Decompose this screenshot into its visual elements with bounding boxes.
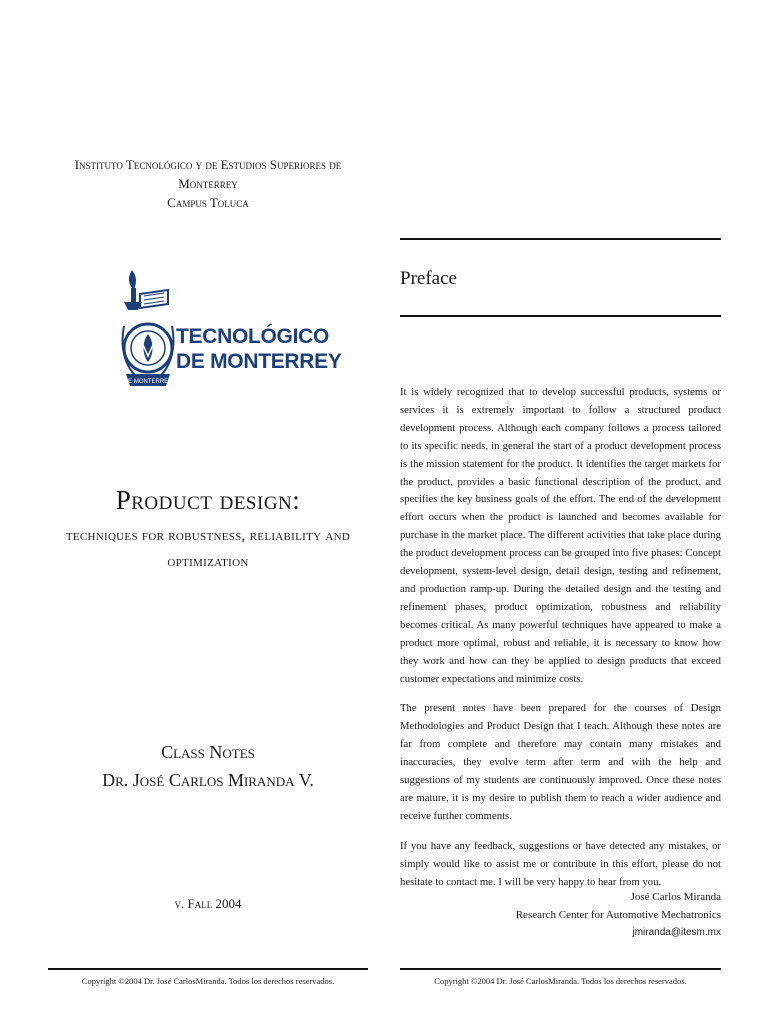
logo-line2: DE MONTERREY xyxy=(176,350,342,373)
preface-paragraph: If you have any feedback, suggestions or have detected any mistakes, or simply would like to assist me or contribute in this effort, please do not hesitate to contact me. I will be very happy to hear from you. xyxy=(400,839,721,888)
signature-affiliation: Research Center for Automotive Mechatronics xyxy=(515,909,721,921)
preface-page xyxy=(384,0,768,1024)
campus-name: Campus Toluca xyxy=(167,195,249,210)
preface-heading: Preface xyxy=(400,268,457,289)
preface-paragraph: It is widely recognized that to develop successful products, systems or services it is extremely important to follow a structured product development process. Although each company follows a process tailored to its specific needs, in general the start of a product development process is the mission statement for the product. It identifies the target markets for the product, provides a basic functional description of the product, and specifies the key business goals of the effort. The end of the development effort occurs when the product is launched and becomes available for purchase in the market place. The different activities that take place during the product development process can be grouped into five phases: Concept development, system-level design, detail design, testing and refinement, and production ramp-up. During the detailed design and the testing and refinement phases, product optimization, robustness and reliability becomes critical. As many powerful techniques have appeared to make a product more optimal, robust and reliable, it is necessary to know how they work and how can they be applied to design products that exceed customer expectations and minimize costs. xyxy=(400,386,721,685)
subtitle-line2: optimization xyxy=(167,554,249,570)
document-title-block xyxy=(48,483,368,575)
version-label: v. Fall 2004 xyxy=(174,896,242,911)
logo-wordmark xyxy=(176,324,342,374)
class-notes-label: Class Notes xyxy=(161,742,255,762)
footer-rule xyxy=(400,968,721,970)
institution-name: Instituto Tecnológico y de Estudios Superiores de Monterrey xyxy=(74,157,342,191)
logo-line1: TECNOLÓGICO xyxy=(176,325,330,348)
tec-logo xyxy=(118,266,342,396)
preface-body xyxy=(400,384,721,903)
copyright-notice: Copyright ©2004 Dr. José CarlosMiranda. Todos los derechos reservados. xyxy=(434,976,687,986)
footer-rule xyxy=(48,968,368,970)
subtitle-line1: techniques for robustness, reliability and xyxy=(65,528,351,544)
class-notes-block xyxy=(48,738,368,794)
document-title: Product design: xyxy=(115,485,301,515)
copyright-notice: Copyright ©2004 Dr. José CarlosMiranda. Todos los derechos reservados. xyxy=(81,976,335,986)
heading-rule-bottom xyxy=(400,315,721,317)
heading-rule-top xyxy=(400,238,721,240)
document-subtitle xyxy=(48,523,368,575)
tec-seal-icon xyxy=(118,266,178,396)
signature-block xyxy=(400,888,721,942)
signature-name: José Carlos Miranda xyxy=(630,891,721,903)
preface-paragraph: The present notes have been prepared for the courses of Design Methodologies and Product Design that I teach. Although these notes are far from complete and therefore may contain many mistakes and inaccuracies, they evolve term after term and with the help and suggestions of my students are continuously improved. Once these notes are mature, it is my desire to publish them to reach a wider audience and receive further comments. xyxy=(400,702,721,822)
signature-email[interactable]: jmiranda@itesm.mx xyxy=(632,927,721,938)
author-name: Dr. José Carlos Miranda V. xyxy=(102,770,314,790)
seal-ribbon-text: DE MONTERREY xyxy=(123,379,173,385)
institution-header xyxy=(48,155,368,212)
